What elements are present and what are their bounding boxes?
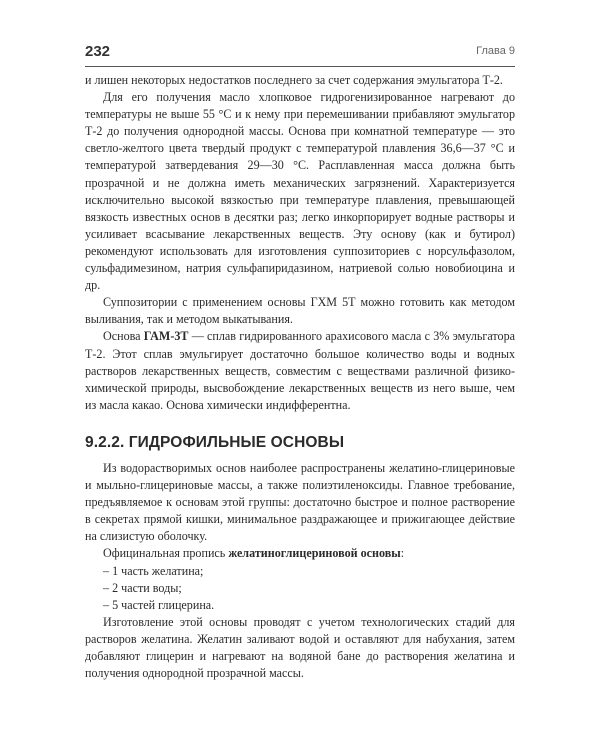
term-gam-3t: ГАМ-3Т xyxy=(143,329,189,344)
section-heading: 9.2.2. ГИДРОФИЛЬНЫЕ ОСНОВЫ xyxy=(85,433,345,451)
p4-pre: Основа xyxy=(103,329,144,344)
paragraph-2: Для его получения масло хлопковое гидрогенизированное нагревают до температуры не выше 55 °С и к нему при перемешивании прибавляют эмульгатор Т-2 до получения однородной массы. Основа при комнатной температуре — это светло-желтого цвета твердый продукт с температурой плавления 36,6—37 °С и температурой затвердевания 29—30 °С. Расплавленная масса должна быть прозрачной и не должна иметь механических загрязнений. Характеризуется исключительно высокой вязкостью при температуре плавления, превышающей вязкость известных основ в десятки раз; легко инкорпорирует водные растворы и усиливает всасывание лекарственных веществ. Эту основу (как и бутирол) рекомендуют использовать для изготовления суппозиториев с норсульфазолом, сульфадимезином, натрия сульфапиридазином, натриевой солью новобиоцина и др. xyxy=(85,90,515,293)
page-number: 232 xyxy=(85,43,111,60)
header-rule xyxy=(85,66,515,67)
list-item: – 5 частей глицерина. xyxy=(103,597,215,612)
p6-post: : xyxy=(400,546,405,561)
page-body xyxy=(85,72,515,682)
list-item: – 1 часть желатина; xyxy=(103,563,204,578)
paragraph-3: Суппозитории с применением основы ГХМ 5Т можно готовить как методом выливания, так и методом выкатывания. xyxy=(85,295,515,327)
page-header xyxy=(85,43,515,63)
chapter-label: Глава 9 xyxy=(476,45,515,57)
paragraph-6 xyxy=(85,545,515,562)
paragraph-7: Изготовление этой основы проводят с учетом технологических стадий для растворов желатина. Желатин заливают водой и оставляют для набухания, затем добавляют глицерин и нагревают на водяной бане до растворения желатина и получения однородной прозрачной массы. xyxy=(85,614,515,681)
paragraph-1: и лишен некоторых недостатков последнего за счет содержания эмульгатора Т-2. xyxy=(85,73,503,87)
term-gelatin-base: желатиноглицериновой основы xyxy=(228,546,401,561)
paragraph-5: Из водорастворимых основ наиболее распространены желатино-глицериновые и мыльно-глицериновые массы, а также полиэтиленоксиды. Главное требование, предъявляемое к основам этой группы: достаточно быстрое и полное растворение в секретах прямой кишки, минимальное раздражающее и прижигающее действие на слизистую оболочку. xyxy=(85,460,515,544)
list-item: – 2 части воды; xyxy=(103,580,182,595)
p6-pre: Официнальная пропись xyxy=(103,546,229,561)
paragraph-4 xyxy=(85,328,515,413)
p4-post: — сплав гидрированного арахисового масла с 3% эмульгатора Т-2. Этот сплав эмульгирует достаточно большое количество воды и водных растворов лекарственных веществ, совместим с веществами различной физико-химической природы, высвобождение лекарственных веществ из него выше, чем из масла какао. Основа химически индифферентна. xyxy=(85,329,516,412)
